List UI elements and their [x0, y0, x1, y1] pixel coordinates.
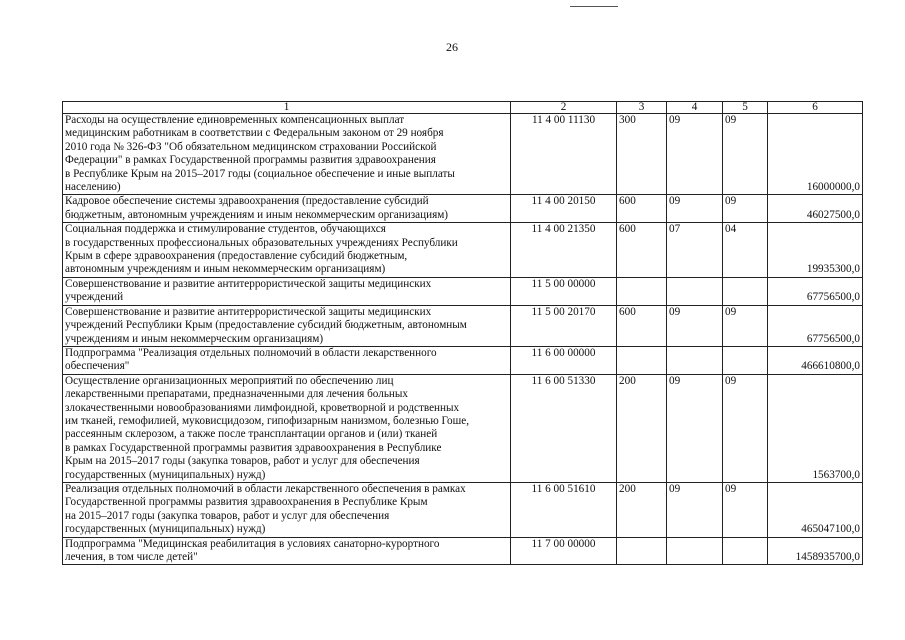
- description-line: населению): [65, 181, 121, 194]
- description-line: 2010 года № 326-ФЗ "Об обязательном медицинском страховании Российской: [65, 140, 437, 153]
- row-subsection: 09: [723, 114, 768, 195]
- row-section: 07: [667, 223, 723, 278]
- row-expense-type: 600: [617, 305, 667, 346]
- row-description: [63, 305, 511, 346]
- description-line: в рамках Государственной программы развития здравоохранения в Республике: [65, 441, 442, 454]
- row-expense-type: [617, 346, 667, 374]
- row-code: 11 7 00 00000: [511, 537, 617, 565]
- row-code: 11 4 00 11130: [511, 114, 617, 195]
- row-subsection: 09: [723, 482, 768, 537]
- row-description: [63, 374, 511, 482]
- description-line: Социальная поддержка и стимулирование студентов, обучающихся: [65, 223, 386, 236]
- table-row: [63, 537, 863, 565]
- description-line: лекарственными препаратами, предназначенными для лечения больных: [65, 388, 409, 401]
- table-row: [63, 223, 863, 278]
- header-col-3: 3: [617, 102, 667, 114]
- description-line: государственных (муниципальных) нужд): [65, 523, 266, 536]
- table-row: [63, 114, 863, 195]
- description-line: лечения, в том числе детей": [65, 551, 198, 563]
- description-line: государственных (муниципальных) нужд): [65, 468, 266, 481]
- row-code: 11 4 00 21350: [511, 223, 617, 278]
- header-col-5: 5: [723, 102, 768, 114]
- description-line: им тканей, гемофилией, муковисцидозом, гипофизарным нанизмом, болезнью Гоше,: [65, 414, 469, 427]
- table-row: [63, 305, 863, 346]
- row-expense-type: [617, 537, 667, 565]
- description-line: на 2015–2017 годы (закупка товаров, работ и услуг для обеспечения: [65, 509, 390, 522]
- header-col-2: 2: [511, 102, 617, 114]
- row-section: 09: [667, 114, 723, 195]
- description-line: в государственных профессиональных образовательных учреждениях Республики: [65, 236, 458, 249]
- row-code: 11 5 00 00000: [511, 277, 617, 305]
- table-row: [63, 482, 863, 537]
- row-amount: 16000000,0: [768, 114, 863, 195]
- description-line: Кадровое обеспечение системы здравоохранения (предоставление субсидий: [65, 195, 429, 208]
- header-col-1: 1: [63, 102, 511, 114]
- description-line: злокачественными новообразованиями лимфоидной, кроветворной и родственных: [65, 401, 460, 414]
- row-code: 11 4 00 20150: [511, 195, 617, 223]
- row-amount: 67756500,0: [768, 305, 863, 346]
- description-line: Расходы на осуществление единовременных компенсационных выплат: [65, 114, 405, 126]
- row-amount: 67756500,0: [768, 277, 863, 305]
- description-line: Государственной программы развития здравоохранения в Республике Крым: [65, 496, 428, 509]
- description-line: автономным учреждениям и иным некоммерческим организациям): [65, 263, 386, 276]
- row-amount: 465047100,0: [768, 482, 863, 537]
- row-description: [63, 114, 511, 195]
- row-section: [667, 346, 723, 374]
- table-row: [63, 374, 863, 482]
- header-col-4: 4: [667, 102, 723, 114]
- description-line: Крым на 2015–2017 годы (закупка товаров, работ и услуг для обеспечения: [65, 455, 420, 468]
- row-subsection: 09: [723, 374, 768, 482]
- description-line: Совершенствование и развитие антитеррористической защиты медицинских: [65, 277, 432, 290]
- row-expense-type: 200: [617, 374, 667, 482]
- row-expense-type: 600: [617, 223, 667, 278]
- top-rule: [570, 6, 618, 7]
- description-line: Подпрограмма "Медицинская реабилитация в условиях санаторно-курортного: [65, 537, 440, 550]
- row-subsection: 09: [723, 305, 768, 346]
- description-line: учреждениям и иным некоммерческим организациям): [65, 332, 324, 345]
- row-description: [63, 537, 511, 565]
- row-section: 09: [667, 374, 723, 482]
- description-line: бюджетным, автономным учреждениям и иным некоммерческим организациям): [65, 208, 449, 221]
- row-description: [63, 346, 511, 374]
- row-subsection: 09: [723, 195, 768, 223]
- row-description: [63, 223, 511, 278]
- table-row: [63, 195, 863, 223]
- row-subsection: [723, 537, 768, 565]
- row-section: [667, 277, 723, 305]
- row-amount: 466610800,0: [768, 346, 863, 374]
- row-subsection: [723, 346, 768, 374]
- row-description: [63, 195, 511, 223]
- description-line: учреждений Республики Крым (предоставление субсидий бюджетным, автономным: [65, 319, 467, 332]
- table-row: [63, 277, 863, 305]
- row-subsection: [723, 277, 768, 305]
- description-line: Совершенствование и развитие антитеррористической защиты медицинских: [65, 305, 432, 318]
- description-line: рассеянным склерозом, а также после трансплантации органов и (или) тканей: [65, 428, 438, 441]
- row-amount: 19935300,0: [768, 223, 863, 278]
- row-expense-type: 200: [617, 482, 667, 537]
- description-line: обеспечения": [65, 360, 130, 373]
- row-section: [667, 537, 723, 565]
- table-row: [63, 346, 863, 374]
- row-expense-type: 300: [617, 114, 667, 195]
- row-code: 11 6 00 51610: [511, 482, 617, 537]
- row-expense-type: [617, 277, 667, 305]
- description-line: в Республике Крым на 2015–2017 годы (социальное обеспечение и иные выплаты: [65, 167, 455, 180]
- row-code: 11 6 00 51330: [511, 374, 617, 482]
- header-col-6: 6: [768, 102, 863, 114]
- header-row: [63, 102, 863, 114]
- description-line: Осуществление организационных мероприятий по обеспечению лиц: [65, 374, 394, 387]
- row-amount: 1458935700,0: [768, 537, 863, 565]
- budget-table: [62, 101, 863, 565]
- row-section: 09: [667, 482, 723, 537]
- row-expense-type: 600: [617, 195, 667, 223]
- description-line: Реализация отдельных полномочий в области лекарственного обеспечения в рамках: [65, 482, 466, 495]
- row-amount: 1563700,0: [768, 374, 863, 482]
- page-number: 26: [446, 40, 458, 54]
- description-line: учреждений: [65, 291, 124, 304]
- row-section: 09: [667, 305, 723, 346]
- row-code: 11 5 00 20170: [511, 305, 617, 346]
- row-amount: 46027500,0: [768, 195, 863, 223]
- description-line: Крым в сфере здравоохранения (предоставление субсидий бюджетным,: [65, 250, 408, 263]
- row-section: 09: [667, 195, 723, 223]
- description-line: медицинским работникам в соответствии с Федеральным законом от 29 ноября: [65, 127, 444, 140]
- row-description: [63, 482, 511, 537]
- description-line: Федерации" в рамках Государственной программы развития здравоохранения: [65, 154, 436, 167]
- row-code: 11 6 00 00000: [511, 346, 617, 374]
- row-description: [63, 277, 511, 305]
- description-line: Подпрограмма "Реализация отдельных полномочий в области лекарственного: [65, 346, 437, 359]
- row-subsection: 04: [723, 223, 768, 278]
